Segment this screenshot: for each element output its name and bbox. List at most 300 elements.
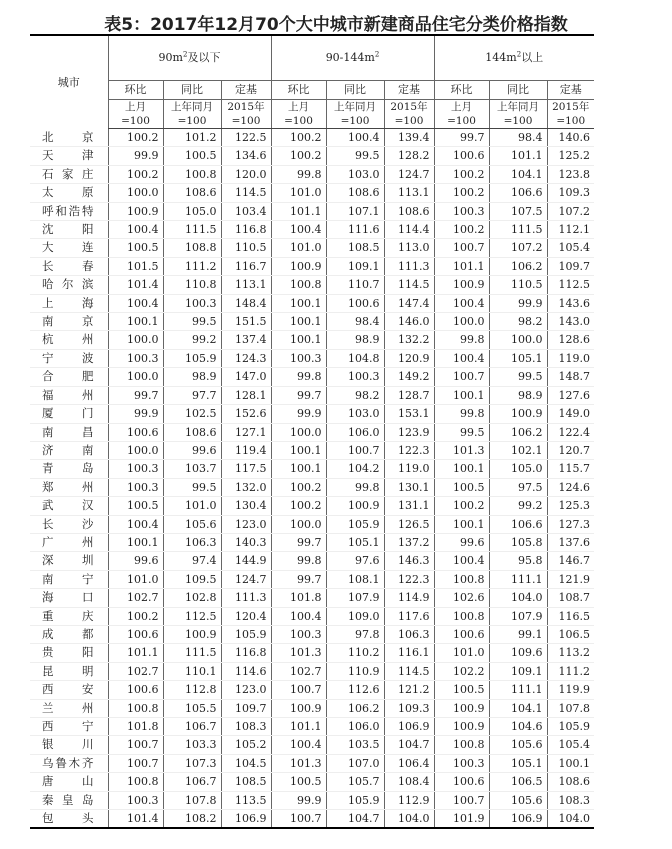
table-row (30, 570, 594, 588)
index-value: 120.9 (384, 349, 434, 367)
index-value: 125.2 (547, 147, 594, 165)
index-value: 115.7 (547, 460, 594, 478)
index-value: 114.5 (384, 276, 434, 294)
index-value: 101.0 (271, 239, 326, 257)
index-value: 100.3 (163, 294, 221, 312)
index-value: 104.0 (547, 810, 594, 829)
index-value: 120.0 (221, 165, 271, 183)
index-value: 108.6 (326, 184, 384, 202)
index-value: 100.6 (108, 423, 163, 441)
index-value: 105.9 (221, 625, 271, 643)
index-value: 100.4 (434, 552, 489, 570)
index-value: 106.2 (489, 257, 547, 275)
city-name: 宁波 (30, 349, 108, 367)
group-header-medium: $90-144m^2$ (271, 35, 434, 81)
index-value: 149.2 (384, 368, 434, 386)
city-name: 南宁 (30, 570, 108, 588)
index-value: 100.6 (434, 625, 489, 643)
index-value: 109.1 (489, 662, 547, 680)
city-name: 海口 (30, 589, 108, 607)
index-value: 110.5 (221, 239, 271, 257)
index-value: 104.6 (489, 718, 547, 736)
index-value: 113.0 (384, 239, 434, 257)
index-value: 114.9 (384, 589, 434, 607)
index-value: 149.0 (547, 405, 594, 423)
base-header: 2015年 =100 (384, 100, 434, 129)
city-name: 沈阳 (30, 221, 108, 239)
index-value: 107.0 (326, 754, 384, 772)
index-value: 100.7 (434, 791, 489, 809)
table-row (30, 681, 594, 699)
index-value: 108.1 (326, 570, 384, 588)
table-row (30, 313, 594, 331)
index-value: 100.0 (271, 423, 326, 441)
index-value: 123.0 (221, 681, 271, 699)
index-value: 100.7 (326, 441, 384, 459)
index-value: 112.8 (163, 681, 221, 699)
index-value: 130.1 (384, 478, 434, 496)
index-value: 140.6 (547, 129, 594, 147)
index-value: 100.9 (271, 699, 326, 717)
base-header: 上年同月 =100 (163, 100, 221, 129)
index-value: 100.3 (108, 791, 163, 809)
index-value: 105.5 (163, 699, 221, 717)
index-value: 100.3 (108, 478, 163, 496)
index-value: 109.6 (489, 644, 547, 662)
index-value: 100.0 (108, 441, 163, 459)
index-value: 101.8 (271, 589, 326, 607)
index-value: 114.4 (384, 221, 434, 239)
index-value: 105.1 (489, 349, 547, 367)
index-value: 105.9 (326, 791, 384, 809)
city-name: 呼和浩特 (30, 202, 108, 220)
index-value: 107.2 (547, 202, 594, 220)
index-value: 100.8 (108, 773, 163, 791)
index-value: 106.6 (489, 184, 547, 202)
index-value: 100.1 (271, 460, 326, 478)
index-value: 146.0 (384, 313, 434, 331)
index-value: 105.7 (326, 773, 384, 791)
index-value: 146.7 (547, 552, 594, 570)
index-value: 105.4 (547, 736, 594, 754)
city-name: 青岛 (30, 460, 108, 478)
table-row (30, 773, 594, 791)
city-name: 武汉 (30, 497, 108, 515)
index-value: 128.2 (384, 147, 434, 165)
index-value: 119.4 (221, 441, 271, 459)
index-value: 105.9 (547, 718, 594, 736)
index-value: 100.7 (108, 736, 163, 754)
city-name: 济南 (30, 441, 108, 459)
index-value: 101.4 (108, 276, 163, 294)
index-value: 104.5 (221, 754, 271, 772)
city-name: 银川 (30, 736, 108, 754)
city-name: 长沙 (30, 515, 108, 533)
table-row (30, 202, 594, 220)
index-value: 101.9 (434, 810, 489, 829)
index-value: 100.8 (163, 165, 221, 183)
index-value: 112.6 (326, 681, 384, 699)
index-value: 127.1 (221, 423, 271, 441)
index-value: 99.9 (271, 405, 326, 423)
index-value: 98.4 (326, 313, 384, 331)
city-name: 贵阳 (30, 644, 108, 662)
index-value: 99.8 (271, 552, 326, 570)
index-value: 106.0 (326, 423, 384, 441)
base-header: 上月 =100 (434, 100, 489, 129)
table-row (30, 441, 594, 459)
table-row (30, 699, 594, 717)
index-value: 99.9 (489, 294, 547, 312)
index-value: 111.2 (547, 662, 594, 680)
city-name: 郑州 (30, 478, 108, 496)
index-value: 109.5 (163, 570, 221, 588)
index-value: 108.8 (163, 239, 221, 257)
index-value: 119.0 (547, 349, 594, 367)
index-value: 100.1 (271, 313, 326, 331)
index-value: 121.2 (384, 681, 434, 699)
index-value: 110.2 (326, 644, 384, 662)
index-value: 99.7 (271, 386, 326, 404)
index-value: 109.7 (221, 699, 271, 717)
index-value: 101.1 (271, 718, 326, 736)
index-value: 105.1 (489, 754, 547, 772)
table-row (30, 607, 594, 625)
base-header: 2015年 =100 (547, 100, 594, 129)
index-value: 112.5 (547, 276, 594, 294)
index-value: 106.7 (163, 773, 221, 791)
table-row (30, 368, 594, 386)
index-value: 106.0 (326, 718, 384, 736)
index-value: 127.6 (547, 386, 594, 404)
index-value: 100.2 (108, 129, 163, 147)
index-value: 114.5 (221, 184, 271, 202)
sub-header: 同比 (489, 81, 547, 100)
table-row (30, 754, 594, 772)
group-header-small: $90m^2$及以下 (108, 35, 271, 81)
index-value: 123.8 (547, 165, 594, 183)
index-value: 111.2 (163, 257, 221, 275)
index-value: 100.6 (434, 147, 489, 165)
index-value: 97.8 (326, 625, 384, 643)
index-value: 100.0 (434, 313, 489, 331)
index-value: 100.8 (271, 276, 326, 294)
index-value: 112.5 (163, 607, 221, 625)
index-value: 102.7 (108, 589, 163, 607)
index-value: 106.3 (163, 533, 221, 551)
index-value: 100.4 (434, 294, 489, 312)
index-value: 108.5 (221, 773, 271, 791)
index-value: 124.3 (221, 349, 271, 367)
index-value: 120.7 (547, 441, 594, 459)
table-row (30, 129, 594, 147)
index-value: 151.5 (221, 313, 271, 331)
index-value: 107.2 (489, 239, 547, 257)
index-value: 99.8 (434, 405, 489, 423)
index-value: 100.2 (271, 497, 326, 515)
index-value: 100.6 (326, 294, 384, 312)
index-value: 117.6 (384, 607, 434, 625)
index-value: 100.3 (434, 202, 489, 220)
index-value: 146.3 (384, 552, 434, 570)
table-row (30, 478, 594, 496)
index-value: 101.8 (108, 718, 163, 736)
table-row (30, 460, 594, 478)
index-value: 113.1 (384, 184, 434, 202)
index-value: 110.1 (163, 662, 221, 680)
table-row (30, 221, 594, 239)
index-value: 102.7 (108, 662, 163, 680)
index-value: 137.4 (221, 331, 271, 349)
index-value: 100.0 (489, 331, 547, 349)
index-value: 100.9 (271, 257, 326, 275)
index-value: 106.5 (547, 625, 594, 643)
index-value: 100.9 (434, 699, 489, 717)
city-name: 乌鲁木齐 (30, 754, 108, 772)
index-value: 100.1 (547, 754, 594, 772)
index-value: 98.9 (163, 368, 221, 386)
table-row (30, 331, 594, 349)
index-value: 110.5 (489, 276, 547, 294)
index-value: 130.4 (221, 497, 271, 515)
index-value: 98.4 (489, 129, 547, 147)
index-value: 143.0 (547, 313, 594, 331)
sub-header: 定基 (384, 81, 434, 100)
index-value: 147.4 (384, 294, 434, 312)
index-value: 116.5 (547, 607, 594, 625)
index-value: 98.2 (326, 386, 384, 404)
city-name: 秦皇岛 (30, 791, 108, 809)
index-value: 101.1 (271, 202, 326, 220)
index-value: 102.8 (163, 589, 221, 607)
index-value: 100.5 (434, 478, 489, 496)
index-value: 98.9 (326, 331, 384, 349)
index-value: 104.7 (384, 736, 434, 754)
table-row (30, 718, 594, 736)
city-name: 太原 (30, 184, 108, 202)
table-row (30, 662, 594, 680)
index-value: 99.5 (326, 147, 384, 165)
index-value: 103.3 (163, 736, 221, 754)
index-value: 125.3 (547, 497, 594, 515)
index-value: 100.3 (271, 349, 326, 367)
city-name: 合肥 (30, 368, 108, 386)
index-value: 100.0 (108, 368, 163, 386)
index-value: 111.3 (221, 589, 271, 607)
index-value: 98.9 (489, 386, 547, 404)
index-value: 106.5 (489, 773, 547, 791)
index-value: 108.3 (221, 718, 271, 736)
index-value: 103.0 (326, 165, 384, 183)
index-value: 105.0 (163, 202, 221, 220)
city-name: 深圳 (30, 552, 108, 570)
index-value: 99.6 (108, 552, 163, 570)
index-value: 102.2 (434, 662, 489, 680)
sub-header: 定基 (547, 81, 594, 100)
city-name: 杭州 (30, 331, 108, 349)
index-value: 101.0 (271, 184, 326, 202)
index-value: 108.5 (326, 239, 384, 257)
index-value: 99.5 (163, 313, 221, 331)
index-value: 111.5 (489, 221, 547, 239)
index-value: 108.2 (163, 810, 221, 829)
index-value: 108.3 (547, 791, 594, 809)
index-value: 137.2 (384, 533, 434, 551)
index-value: 100.4 (326, 129, 384, 147)
index-value: 124.7 (384, 165, 434, 183)
index-value: 99.9 (108, 405, 163, 423)
city-column-header: 城市 (30, 35, 108, 129)
index-value: 100.0 (271, 515, 326, 533)
index-value: 100.7 (271, 810, 326, 829)
table-row (30, 349, 594, 367)
index-value: 109.0 (326, 607, 384, 625)
city-name: 昆明 (30, 662, 108, 680)
index-value: 100.2 (271, 147, 326, 165)
index-value: 137.6 (547, 533, 594, 551)
index-value: 97.5 (489, 478, 547, 496)
index-value: 124.7 (221, 570, 271, 588)
index-value: 140.3 (221, 533, 271, 551)
index-value: 108.7 (547, 589, 594, 607)
table-row (30, 423, 594, 441)
index-value: 106.3 (384, 625, 434, 643)
city-name: 广州 (30, 533, 108, 551)
index-value: 101.4 (108, 810, 163, 829)
index-value: 109.3 (384, 699, 434, 717)
base-header: 2015年 =100 (221, 100, 271, 129)
index-value: 100.7 (108, 754, 163, 772)
city-name: 北京 (30, 129, 108, 147)
index-value: 102.6 (434, 589, 489, 607)
index-value: 105.6 (489, 736, 547, 754)
sub-header: 环比 (108, 81, 163, 100)
index-value: 99.6 (163, 441, 221, 459)
index-value: 105.4 (547, 239, 594, 257)
index-value: 100.1 (434, 460, 489, 478)
index-value: 100.3 (271, 625, 326, 643)
index-value: 103.7 (163, 460, 221, 478)
index-value: 114.5 (384, 662, 434, 680)
sub-header: 同比 (163, 81, 221, 100)
index-value: 100.1 (271, 331, 326, 349)
index-value: 108.6 (547, 773, 594, 791)
index-value: 100.7 (434, 368, 489, 386)
index-value: 98.2 (489, 313, 547, 331)
index-value: 101.0 (108, 570, 163, 588)
index-value: 106.9 (221, 810, 271, 829)
index-value: 99.5 (489, 368, 547, 386)
index-value: 99.2 (489, 497, 547, 515)
index-value: 100.1 (108, 313, 163, 331)
index-value: 107.3 (163, 754, 221, 772)
index-value: 101.2 (163, 129, 221, 147)
index-value: 100.4 (108, 221, 163, 239)
index-value: 106.9 (489, 810, 547, 829)
index-value: 100.3 (434, 754, 489, 772)
index-value: 100.4 (434, 349, 489, 367)
table-row (30, 552, 594, 570)
table-row (30, 147, 594, 165)
index-value: 95.8 (489, 552, 547, 570)
table-title: 表5：2017年12月70个大中城市新建商品住宅分类价格指数 (104, 15, 568, 35)
index-value: 106.9 (384, 718, 434, 736)
index-value: 148.7 (547, 368, 594, 386)
index-value: 100.4 (108, 294, 163, 312)
base-header: 上年同月 =100 (326, 100, 384, 129)
index-value: 106.2 (489, 423, 547, 441)
sub-header: 同比 (326, 81, 384, 100)
city-name: 石家庄 (30, 165, 108, 183)
index-value: 113.1 (221, 276, 271, 294)
index-value: 100.1 (271, 441, 326, 459)
index-value: 99.2 (163, 331, 221, 349)
index-value: 134.6 (221, 147, 271, 165)
table-row (30, 257, 594, 275)
index-value: 111.1 (489, 681, 547, 699)
index-value: 107.5 (489, 202, 547, 220)
index-value: 100.8 (108, 699, 163, 717)
index-value: 100.5 (108, 497, 163, 515)
index-value: 106.7 (163, 718, 221, 736)
index-value: 97.7 (163, 386, 221, 404)
city-name: 南京 (30, 313, 108, 331)
index-value: 101.1 (489, 147, 547, 165)
index-value: 100.0 (108, 184, 163, 202)
index-value: 107.1 (326, 202, 384, 220)
index-value: 102.1 (489, 441, 547, 459)
index-value: 103.4 (221, 202, 271, 220)
index-value: 100.2 (271, 129, 326, 147)
index-value: 100.1 (434, 386, 489, 404)
table-row (30, 791, 594, 809)
index-value: 101.0 (434, 644, 489, 662)
index-value: 104.2 (326, 460, 384, 478)
index-value: 105.6 (489, 791, 547, 809)
base-header: 上月 =100 (271, 100, 326, 129)
index-value: 144.9 (221, 552, 271, 570)
index-value: 106.4 (384, 754, 434, 772)
index-value: 105.9 (326, 515, 384, 533)
index-value: 100.2 (108, 607, 163, 625)
index-value: 128.7 (384, 386, 434, 404)
index-value: 104.0 (489, 589, 547, 607)
index-value: 105.9 (163, 349, 221, 367)
table-row (30, 184, 594, 202)
city-name: 厦门 (30, 405, 108, 423)
index-value: 122.3 (384, 570, 434, 588)
index-value: 105.0 (489, 460, 547, 478)
index-value: 147.0 (221, 368, 271, 386)
index-value: 100.2 (434, 497, 489, 515)
index-value: 104.8 (326, 349, 384, 367)
index-value: 107.8 (163, 791, 221, 809)
index-value: 101.1 (108, 644, 163, 662)
index-value: 100.5 (163, 147, 221, 165)
index-value: 122.5 (221, 129, 271, 147)
index-value: 108.6 (384, 202, 434, 220)
table-row (30, 515, 594, 533)
index-value: 99.7 (434, 129, 489, 147)
index-value: 100.8 (434, 607, 489, 625)
index-value: 100.3 (108, 460, 163, 478)
city-name: 天津 (30, 147, 108, 165)
city-name: 西宁 (30, 718, 108, 736)
city-name: 重庆 (30, 607, 108, 625)
index-value: 99.6 (434, 533, 489, 551)
index-value: 102.7 (271, 662, 326, 680)
index-value: 101.1 (434, 257, 489, 275)
